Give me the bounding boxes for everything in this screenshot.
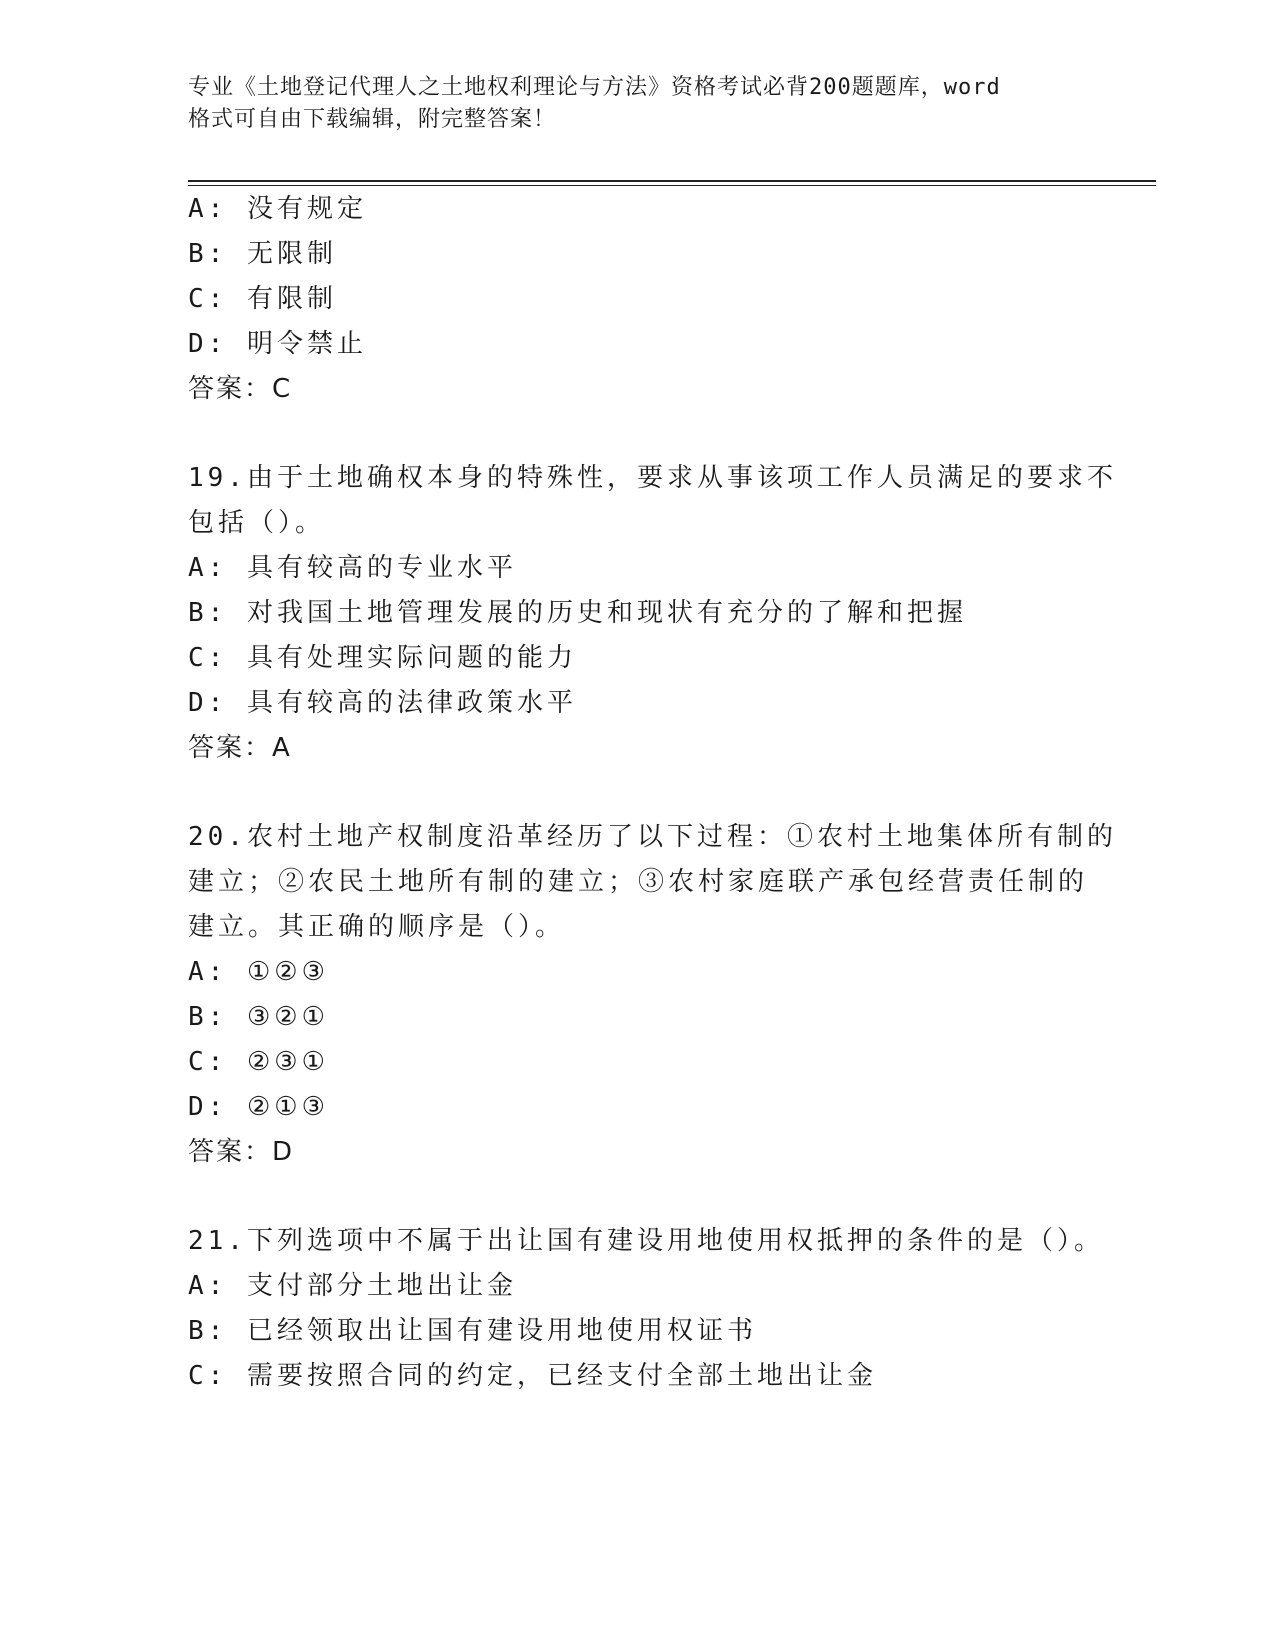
header-title-line2: 格式可自由下载编辑，附完整答案！ <box>188 107 557 132</box>
header-rule-thick <box>188 180 1156 182</box>
q20-answer: 答案：D <box>188 1137 295 1167</box>
q20-option-c: C: ②③① <box>188 1047 329 1077</box>
q19-option-d: D: 具有较高的法律政策水平 <box>188 688 577 718</box>
q21-option-b: B: 已经领取出让国有建设用地使用权证书 <box>188 1316 757 1346</box>
q20-option-a: A: ①②③ <box>188 957 329 987</box>
header-title-line1: 专业《土地登记代理人之土地权利理论与方法》资格考试必背200题题库，word <box>188 75 1001 100</box>
q19-answer: 答案：A <box>188 733 292 763</box>
q20-option-d: D: ②①③ <box>188 1092 329 1122</box>
q21-stem-line1: 21.下列选项中不属于出让国有建设用地使用权抵押的条件的是（）。 <box>188 1226 1104 1256</box>
q19-option-b: B: 对我国土地管理发展的历史和现状有充分的了解和把握 <box>188 598 967 628</box>
q18-option-d: D: 明令禁止 <box>188 329 367 359</box>
q20-option-b: B: ③②① <box>188 1002 329 1032</box>
header-rule-thin <box>188 185 1156 186</box>
q21-option-a: A: 支付部分土地出让金 <box>188 1271 517 1301</box>
q21-option-c: C: 需要按照合同的约定，已经支付全部土地出让金 <box>188 1361 877 1391</box>
q18-answer: 答案：C <box>188 374 293 404</box>
q19-option-a: A: 具有较高的专业水平 <box>188 553 517 583</box>
q18-option-c: C: 有限制 <box>188 284 337 314</box>
document-header <box>188 72 1088 136</box>
q19-stem-line1: 19.由于土地确权本身的特殊性，要求从事该项工作人员满足的要求不 <box>188 463 1117 493</box>
q20-stem-line2: 建立；②农民土地所有制的建立；③农村家庭联产承包经营责任制的 <box>188 867 1089 897</box>
q18-option-a: A: 没有规定 <box>188 194 367 224</box>
q20-stem-line3: 建立。其正确的顺序是（）。 <box>188 912 566 942</box>
q18-option-b: B: 无限制 <box>188 239 337 269</box>
q20-stem-line1: 20.农村土地产权制度沿革经历了以下过程：①农村土地集体所有制的 <box>188 822 1117 852</box>
q19-stem-line2: 包括（）。 <box>188 508 326 538</box>
q19-option-c: C: 具有处理实际问题的能力 <box>188 643 577 673</box>
